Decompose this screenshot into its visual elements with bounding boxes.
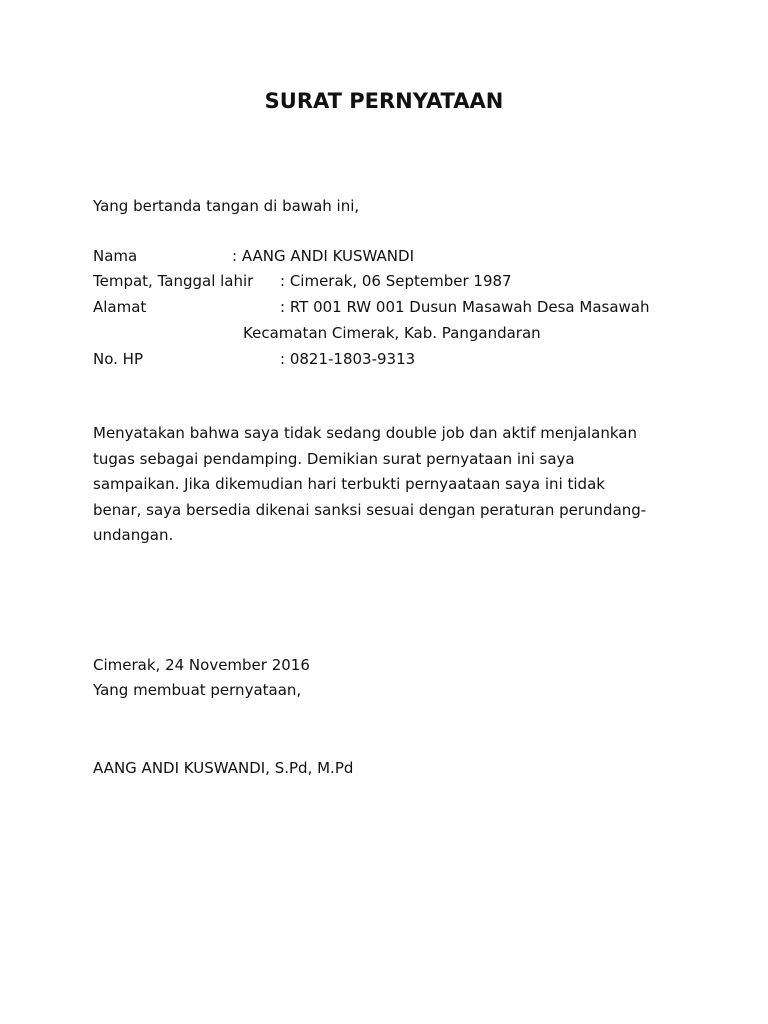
maker-label: Yang membuat pernyataan, [93,681,302,699]
statement-line: sampaikan. Jika dikemudian hari terbukti pernyaataan saya ini tidak [93,475,605,494]
ttl-value: : Cimerak, 06 September 1987 [280,272,512,290]
signer-name: AANG ANDI KUSWANDI, S.Pd, M.Pd [93,759,354,777]
statement-line: undangan. [93,526,174,545]
statement-paragraph [93,421,673,549]
document-title: SURAT PERNYATAAN [264,89,504,113]
statement-line: Menyatakan bahwa saya tidak sedang double job dan aktif menjalankan [93,424,637,442]
statement-line: tugas sebagai pendamping. Demikian surat pernyataan ini saya [93,449,575,468]
statement-line: benar, saya bersedia dikenai sanksi sesuai dengan peraturan perundang- [93,500,647,519]
hp-value: : 0821-1803-9313 [280,350,416,368]
ttl-label: Tempat, Tanggal lahir [93,272,254,290]
nama-value: : AANG ANDI KUSWANDI [232,247,414,265]
alamat-value-line1: : RT 001 RW 001 Dusun Masawah Desa Masawah [280,298,650,316]
hp-label: No. HP [93,350,143,368]
alamat-label: Alamat [93,298,147,316]
nama-label: Nama [93,247,138,265]
place-date: Cimerak, 24 November 2016 [93,656,310,674]
intro-text: Yang bertanda tangan di bawah ini, [93,197,360,215]
alamat-value-line2: Kecamatan Cimerak, Kab. Pangandaran [243,324,541,342]
